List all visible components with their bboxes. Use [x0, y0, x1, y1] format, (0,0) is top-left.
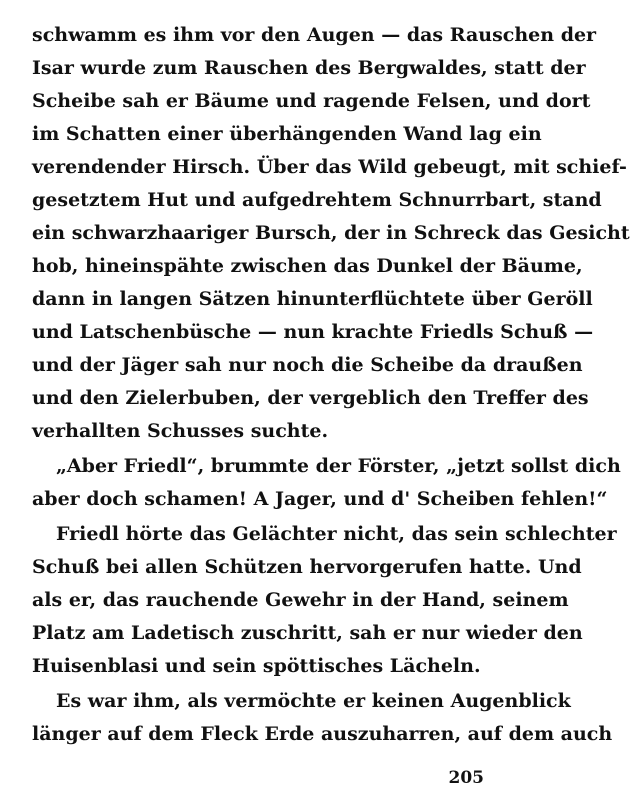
text-line-19: Platz am Ladetisch zuschritt, sah er nur wieder den [32, 622, 583, 644]
text-line-10: und Latschenbüsche — nun krachte Friedls Schuß — [32, 321, 594, 343]
text-line-21: Es war ihm, als vermöchte er keinen Augenblick [56, 690, 571, 712]
book-page [32, 20, 630, 788]
text-line-6: gesetztem Hut und aufgedrehtem Schnurrbart, stand [32, 189, 602, 211]
page-number: 205 [448, 768, 484, 788]
text-line-7: ein schwarzhaariger Bursch, der in Schreck das Gesicht [32, 222, 630, 244]
text-line-15: aber doch schamen! A Jager, und d' Scheiben fehlen!“ [32, 488, 608, 510]
text-line-5: verendender Hirsch. Über das Wild gebeugt, mit schief- [32, 156, 627, 178]
text-line-20: Huisenblasi und sein spöttisches Lächeln. [32, 655, 481, 677]
text-line-14: „Aber Friedl“, brummte der Förster, „jetzt sollst dich [56, 455, 621, 477]
text-line-1: schwamm es ihm vor den Augen — das Rauschen der [32, 24, 597, 46]
text-line-12: und den Zielerbuben, der vergeblich den Treffer des [32, 387, 589, 409]
text-line-17: Schuß bei allen Schützen hervorgerufen hatte. Und [32, 556, 582, 578]
text-line-2: Isar wurde zum Rauschen des Bergwaldes, statt der [32, 57, 586, 79]
text-line-3: Scheibe sah er Bäume und ragende Felsen, und dort [32, 90, 591, 112]
text-line-16: Friedl hörte das Gelächter nicht, das sein schlechter [56, 523, 617, 545]
text-line-9: dann in langen Sätzen hinunterflüchtete über Geröll [32, 288, 593, 310]
text-line-8: hob, hineinspähte zwischen das Dunkel der Bäume, [32, 255, 583, 277]
text-line-4: im Schatten einer überhängenden Wand lag ein [32, 123, 542, 145]
text-line-11: und der Jäger sah nur noch die Scheibe da draußen [32, 354, 583, 376]
text-line-22: länger auf dem Fleck Erde auszuharren, auf dem auch [32, 723, 613, 745]
text-line-13: verhallten Schusses suchte. [32, 420, 329, 442]
text-line-18: als er, das rauchende Gewehr in der Hand, seinem [32, 589, 569, 611]
